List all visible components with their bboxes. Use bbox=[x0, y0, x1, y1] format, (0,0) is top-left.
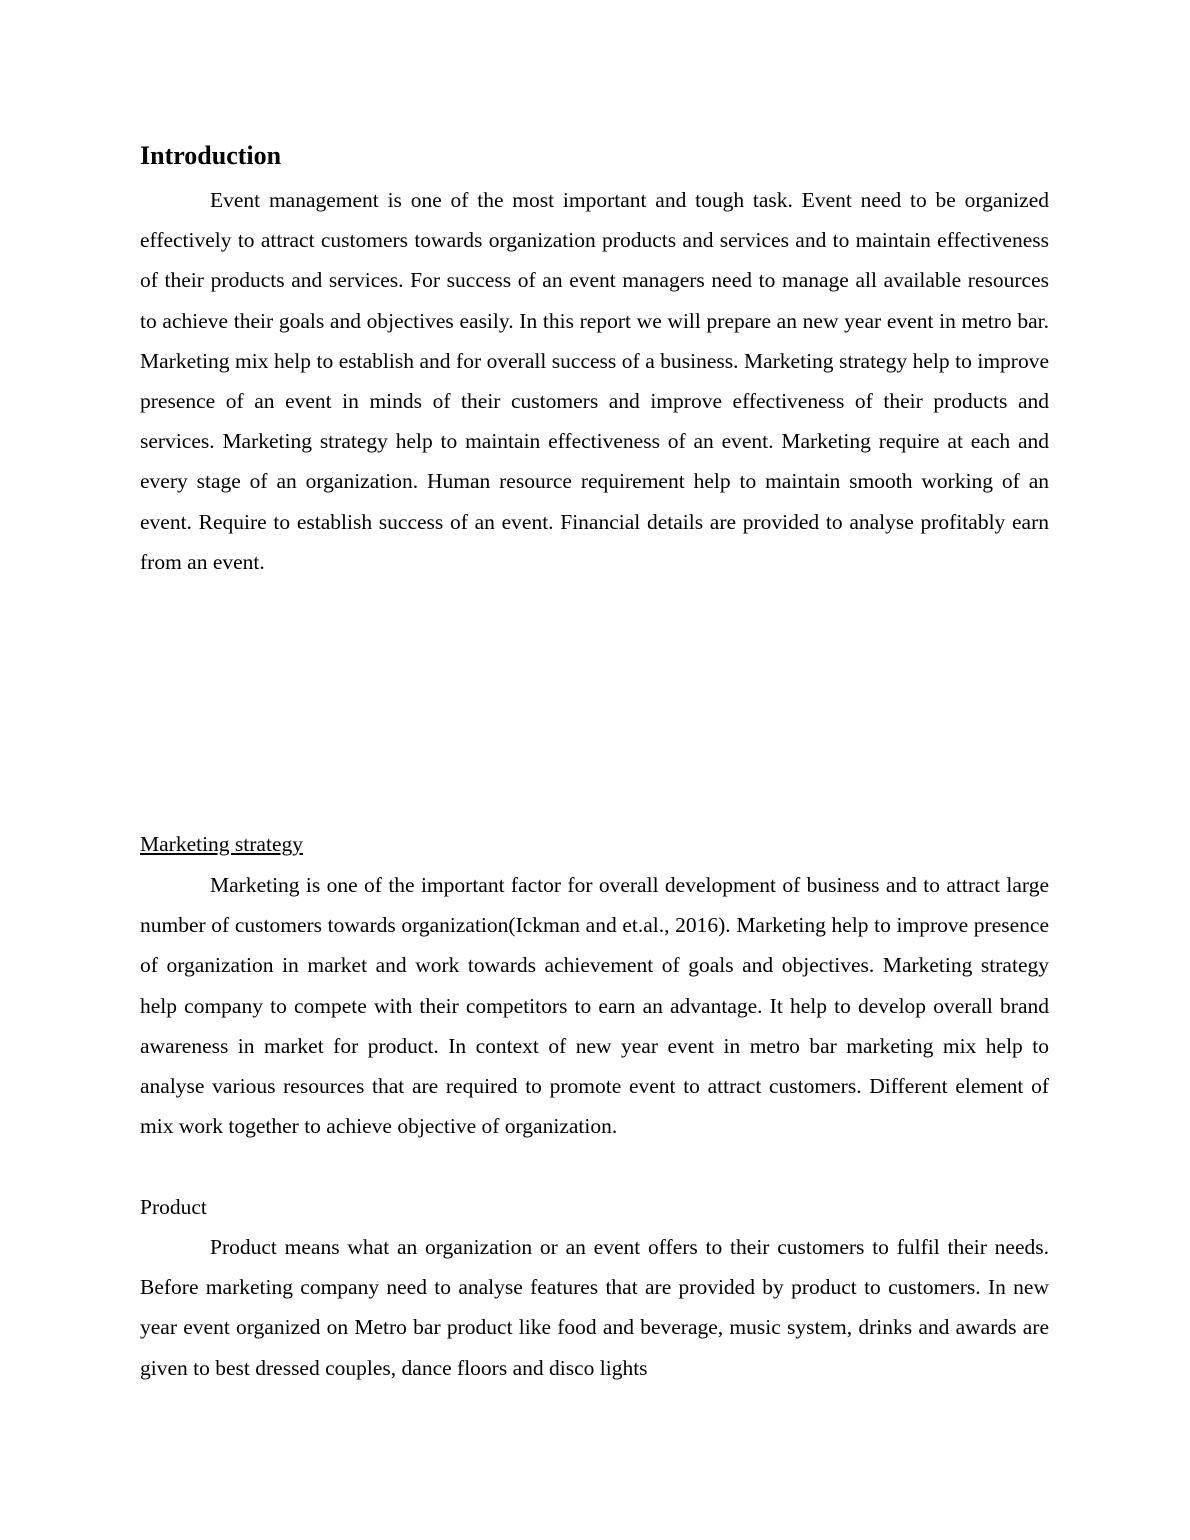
marketing-strategy-heading: Marketing strategy bbox=[140, 832, 303, 856]
introduction-heading: Introduction bbox=[140, 141, 282, 170]
marketing-strategy-section bbox=[140, 865, 1049, 1146]
product-paragraph: Product means what an organization or an event offers to their customers to fulfil their needs. Before marketing company need to analyse features that are provided by product to customers. In new year event organized on Metro bar product like food and beverage, music system, drinks and awards are given to best dressed couples, dance floors and disco lights bbox=[140, 1235, 1049, 1380]
product-section bbox=[140, 1227, 1049, 1388]
product-heading: Product bbox=[140, 1195, 207, 1219]
introduction-section bbox=[140, 180, 1049, 582]
introduction-paragraph: Event management is one of the most important and tough task. Event need to be organized effectively to attract customers towards organization products and services and to maintain effectiveness of their products and services. For success of an event managers need to manage all available resources to achieve their goals and objectives easily. In this report we will prepare an new year event in metro bar. Marketing mix help to establish and for overall success of a business. Marketing strategy help to improve presence of an event in minds of their customers and improve effectiveness of their products and services. Marketing strategy help to maintain effectiveness of an event. Marketing require at each and every stage of an organization. Human resource requirement help to maintain smooth working of an event. Require to establish success of an event. Financial details are provided to analyse profitably earn from an event. bbox=[140, 188, 1049, 574]
marketing-strategy-paragraph: Marketing is one of the important factor for overall development of business and to attract large number of customers towards organization(Ickman and et.al., 2016). Marketing help to improve presence of organization in market and work towards achievement of goals and objectives. Marketing strategy help company to compete with their competitors to earn an advantage. It help to develop overall brand awareness in market for product. In context of new year event in metro bar marketing mix help to analyse various resources that are required to promote event to attract customers. Different element of mix work together to achieve objective of organization. bbox=[140, 873, 1049, 1139]
